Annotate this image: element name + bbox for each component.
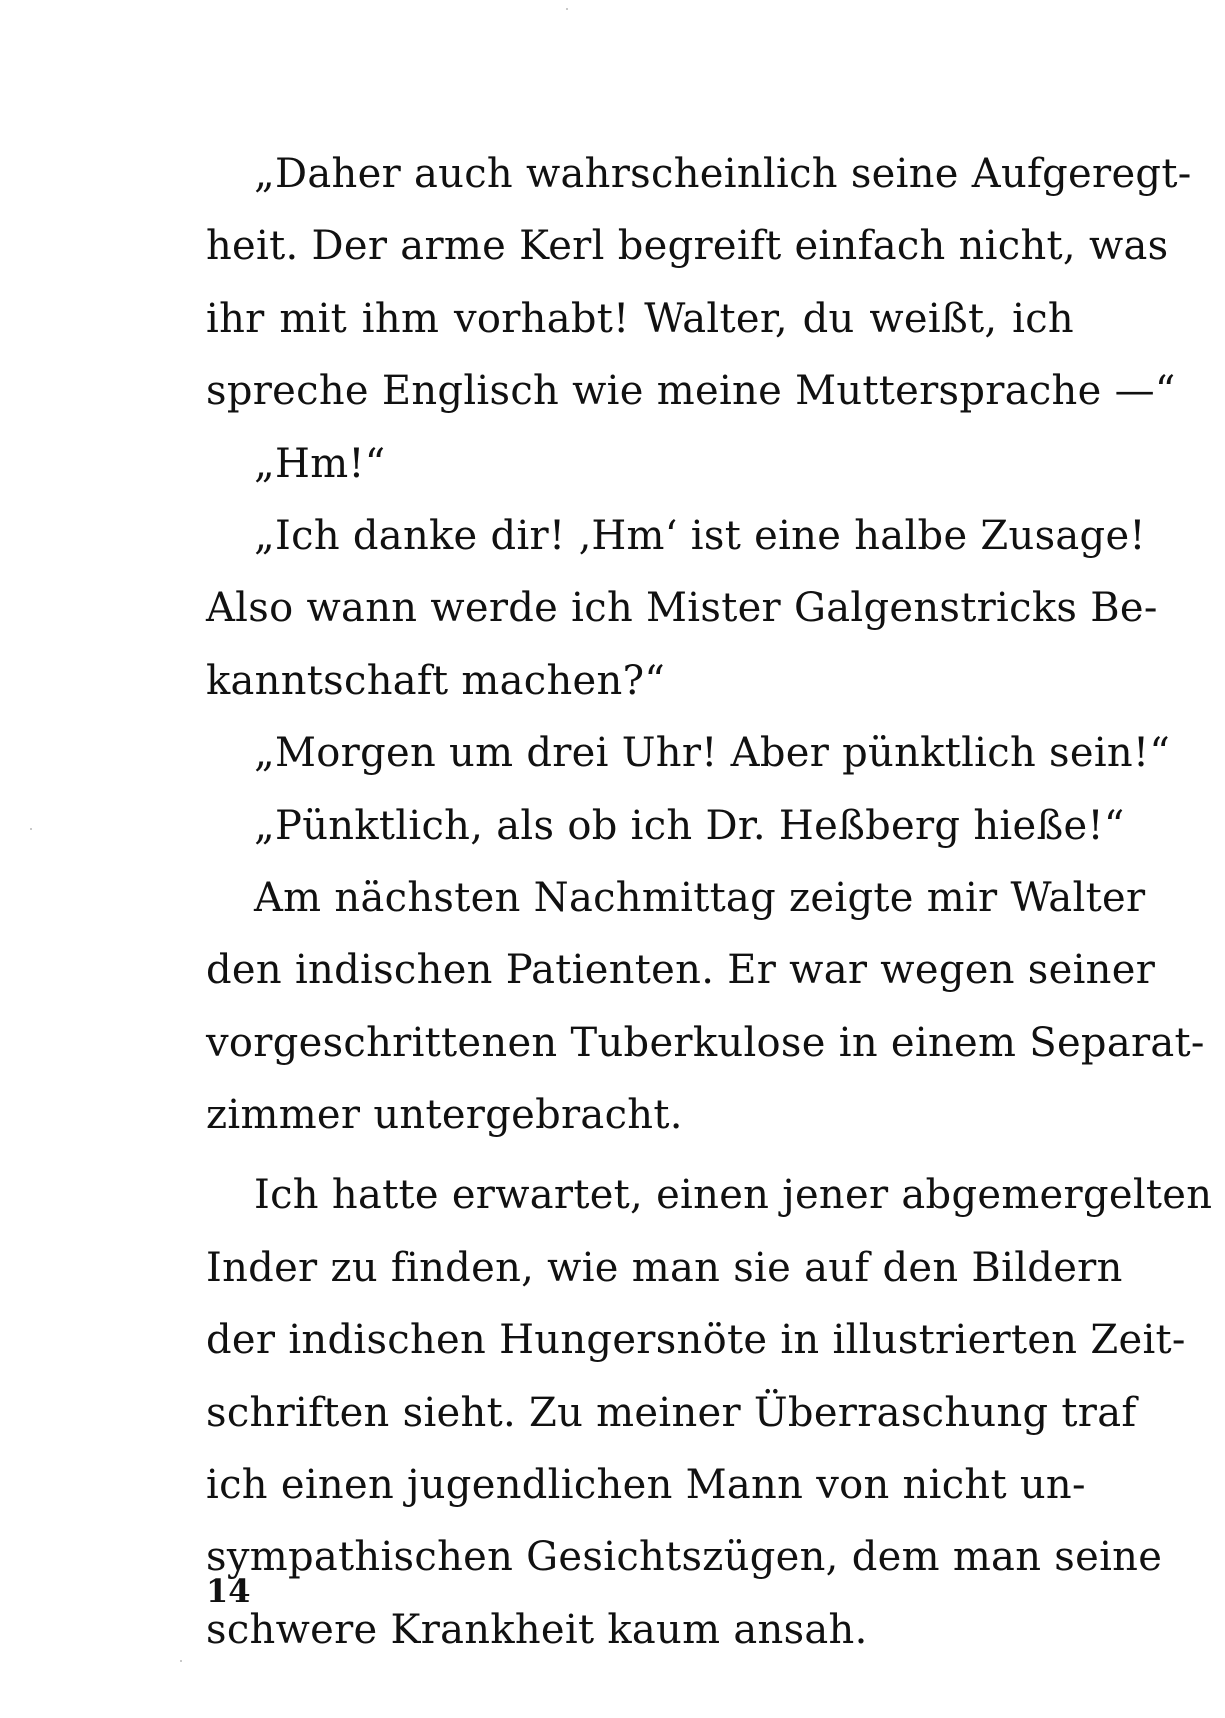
text-line: heit. Der arme Kerl begreift einfach nicht, was [206,223,1169,270]
text-line: „Ich danke dir! ‚Hm‘ ist eine halbe Zusage! [254,512,1146,559]
text-line: schriften sieht. Zu meiner Überraschung traf [206,1389,1137,1436]
text-line: zimmer untergebracht. [206,1092,683,1139]
paper-speck [566,8,568,10]
text-line: Also wann werde ich Mister Galgenstricks Be- [206,585,1158,632]
text-line: ihr mit ihm vorhabt! Walter, du weißt, ich [206,295,1074,342]
body-text [206,138,1213,1666]
text-line: ich einen jugendlichen Mann von nicht un- [206,1462,1086,1509]
text-line: vorgeschrittenen Tuberkulose in einem Separat- [206,1019,1205,1066]
text-line: kanntschaft machen?“ [206,657,666,704]
text-line: der indischen Hungersnöte in illustrierten Zeit- [206,1317,1186,1364]
text-line: den indischen Patienten. Er war wegen seiner [206,947,1156,994]
text-line: „Hm!“ [254,440,386,487]
text-line: schwere Krankheit kaum ansah. [206,1606,868,1653]
text-line: Ich hatte erwartet, einen jener abgemergelten [254,1172,1213,1219]
paper-speck [180,1660,182,1662]
paper-speck [30,828,32,830]
page-number: 14 [206,1572,251,1610]
text-line: Am nächsten Nachmittag zeigte mir Walter [254,874,1146,921]
text-line: „Daher auch wahrscheinlich seine Aufgeregt- [254,151,1192,197]
text-line: spreche Englisch wie meine Muttersprache —“ [206,368,1176,415]
text-line: sympathischen Gesichtszügen, dem man seine [206,1534,1163,1581]
text-line: Inder zu finden, wie man sie auf den Bildern [206,1244,1123,1291]
text-line: „Pünktlich, als ob ich Dr. Heßberg hieße!“ [254,802,1125,849]
text-line: „Morgen um drei Uhr! Aber pünktlich sein!“ [254,730,1171,777]
